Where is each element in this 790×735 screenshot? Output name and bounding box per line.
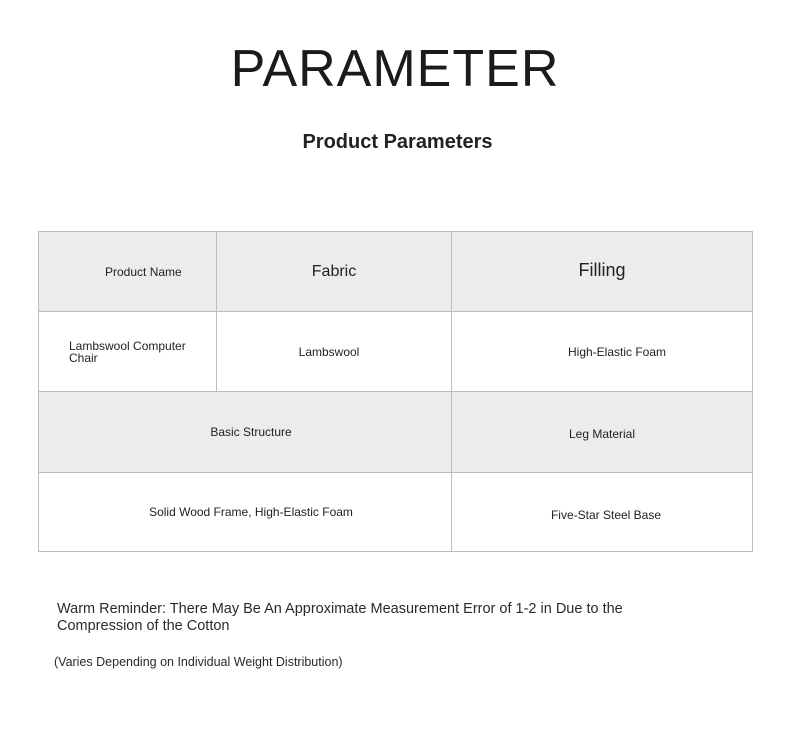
filling-value: High-Elastic Foam: [567, 344, 667, 359]
table-row: [39, 473, 753, 552]
leg-material-label: Leg Material: [568, 427, 636, 441]
warm-reminder-text: Warm Reminder: There May Be An Approximate Measurement Error of 1-2 in Due to the Compression of the Cotton: [57, 601, 623, 634]
table-cell: [39, 392, 452, 473]
table-cell: [39, 232, 217, 312]
fabric-value: Lambswool: [298, 344, 360, 359]
parameter-table: [38, 231, 753, 552]
table-cell: [452, 312, 753, 392]
basic-structure-value: Solid Wood Frame, High-Elastic Foam: [149, 505, 353, 519]
table-cell: [217, 312, 452, 392]
leg-material-value: Five-Star Steel Base: [550, 508, 662, 522]
filling-label: Filling: [578, 260, 626, 280]
table-cell: [452, 473, 753, 552]
product-name-value: Lambswool Computer Chair: [69, 338, 186, 365]
page-title: PARAMETER: [230, 40, 560, 98]
table-row: [39, 392, 753, 473]
basic-structure-label: Basic Structure: [210, 425, 292, 439]
fabric-label: Fabric: [311, 262, 357, 280]
table-cell: [452, 232, 753, 312]
table-cell: [39, 312, 217, 392]
table-row: [39, 312, 753, 392]
table-cell: [452, 392, 753, 473]
table-cell: [39, 473, 452, 552]
table-row: [39, 232, 753, 312]
table-cell: [217, 232, 452, 312]
page-subtitle: Product Parameters: [302, 131, 493, 153]
product-name-label: Product Name: [105, 264, 182, 279]
weight-distribution-note: (Varies Depending on Individual Weight Distribution): [54, 655, 343, 669]
